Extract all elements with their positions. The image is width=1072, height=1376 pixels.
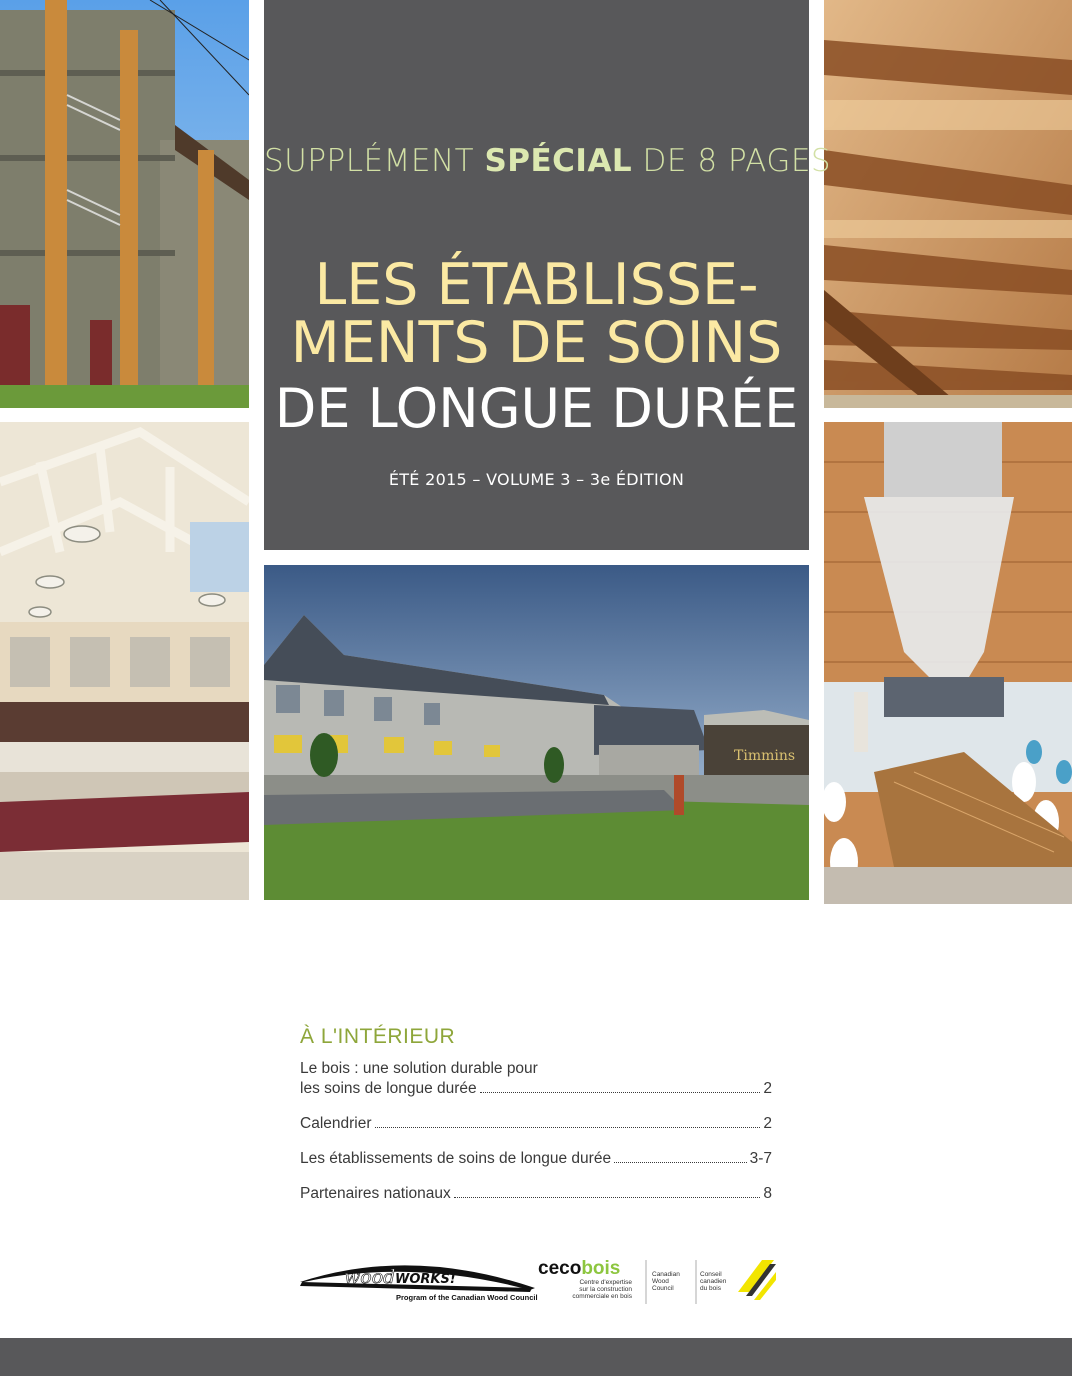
toc-entry-title: Le bois : une solution durable pour xyxy=(300,1060,538,1077)
toc-entry[interactable] xyxy=(300,1059,772,1099)
cecobois-suffix: bois xyxy=(581,1258,621,1279)
toc-leader-dots xyxy=(480,1092,761,1093)
toc-entry-title-cont: les soins de longue durée xyxy=(300,1080,477,1097)
edition-line: ÉTÉ 2015 – VOLUME 3 – 3e ÉDITION xyxy=(388,470,685,489)
toc-entry-title: Les établissements de soins de longue durée xyxy=(300,1150,612,1167)
toc-entry-title: Partenaires nationaux xyxy=(300,1185,451,1202)
toc-entry[interactable] xyxy=(300,1184,772,1204)
title-line-2: MENTS DE SOINS xyxy=(290,310,783,376)
table-of-contents xyxy=(300,1025,772,1219)
woodworks-logo xyxy=(300,1265,538,1302)
svg-text:wood: wood xyxy=(344,1266,396,1288)
cwc-fr-3: du bois xyxy=(700,1285,721,1292)
toc-leader-dots xyxy=(454,1197,761,1198)
svg-text:WORKS!: WORKS! xyxy=(395,1272,456,1287)
cecobois-prefix: ceco xyxy=(538,1258,582,1279)
toc-entry[interactable] xyxy=(300,1114,772,1134)
cwc-stripes-icon xyxy=(738,1260,776,1300)
toc-entry-page: 2 xyxy=(763,1080,772,1097)
title-line-3: DE LONGUE DURÉE xyxy=(274,377,799,440)
title-line-1: LES ÉTABLISSE- xyxy=(314,252,759,318)
toc-entry-title: Calendrier xyxy=(300,1115,372,1132)
building-sign-text: Timmins xyxy=(734,748,796,764)
toc-entry-page: 2 xyxy=(763,1115,772,1132)
photo-wood-ceiling xyxy=(824,0,1072,408)
toc-leader-dots xyxy=(375,1127,761,1128)
cwc-logo xyxy=(652,1260,776,1304)
toc-heading: À L'INTÉRIEUR xyxy=(300,1025,456,1048)
photo-building-exterior xyxy=(264,565,809,900)
photo-dining-hall xyxy=(824,422,1072,904)
title-panel xyxy=(264,0,832,550)
supplement-post: DE 8 PAGES xyxy=(632,143,832,179)
cwc-en-1: Canadian xyxy=(652,1271,680,1278)
photo-atrium xyxy=(0,422,249,900)
toc-leader-dots xyxy=(614,1162,747,1163)
toc-entry-page: 8 xyxy=(763,1185,772,1202)
cecobois-tag-1: Centre d'expertise xyxy=(579,1279,632,1286)
cecobois-tag-3: commerciale en bois xyxy=(572,1293,632,1300)
woodworks-tagline: Program of the Canadian Wood Council xyxy=(396,1293,538,1302)
supplement-strong: SPÉCIAL xyxy=(484,143,633,179)
cwc-fr-2: canadien xyxy=(700,1278,727,1285)
cwc-en-2: Wood xyxy=(652,1278,669,1285)
cecobois-logo xyxy=(538,1258,633,1300)
toc-entry-page: 3-7 xyxy=(749,1150,772,1167)
svg-text:cecobois xyxy=(538,1258,620,1279)
supplement-pre: SUPPLÉMENT xyxy=(264,143,485,179)
bottom-bar xyxy=(0,1338,1072,1376)
supplement-line xyxy=(264,143,832,179)
cwc-en-3: Council xyxy=(652,1285,674,1292)
photo-apartments xyxy=(0,0,249,408)
toc-entry[interactable] xyxy=(300,1149,772,1169)
partner-logos xyxy=(300,1252,780,1312)
cecobois-tag-2: sur la construction xyxy=(579,1286,632,1293)
cwc-fr-1: Conseil xyxy=(700,1271,722,1278)
